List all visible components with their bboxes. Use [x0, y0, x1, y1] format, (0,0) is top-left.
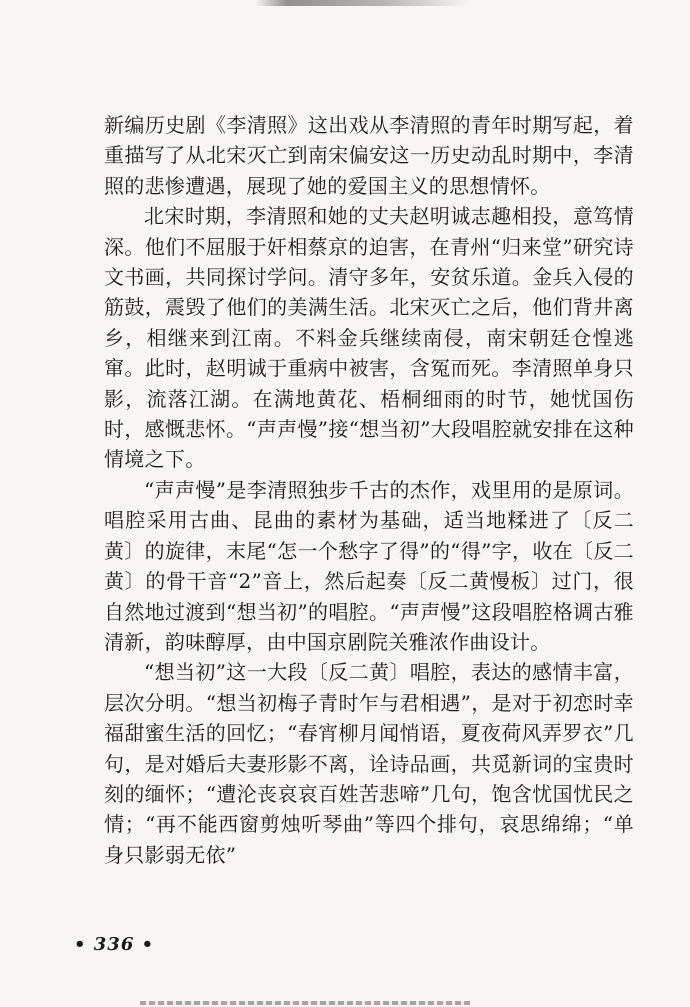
scan-artifact-top: [255, 0, 470, 6]
page-number: • 336 •: [74, 934, 155, 955]
paragraph-northern-song: 北宋时期，李清照和她的丈夫赵明诚志趣相投，意笃情深。他们不屈服于奸相蔡京的迫害，在青州“归来堂”研究诗文书画，共同探讨学问。清守多年，安贫乐道。金兵入侵的筋鼓，震毁了他们的美满生活。北宋灭亡之后，他们背井离乡，相继来到江南。不料金兵继续南侵，南宋朝廷仓惶逃窜。此时，赵明诚于重病中被害，含冤而死。李清照单身只影，流落江湖。在满地黄花、梧桐细雨的时节，她忧国伤时，感慨悲怀。“声声慢”接“想当初”大段唱腔就安排在这种情境之下。: [104, 204, 634, 472]
page-body: [104, 110, 634, 870]
scan-artifact-bottom: [140, 1001, 470, 1005]
paragraph-xiangdangchu: “想当初”这一大段〔反二黄〕唱腔，表达的感情丰富，层次分明。“想当初梅子青时乍与君相遇”，是对于初恋时幸福甜蜜生活的回忆；“春宵柳月闻悄语，夏夜荷风弄罗衣”几句，是对婚后夫妻形影不离，诠诗品画，共觅新词的宝贵时刻的缅怀；“遭沦丧哀哀百姓苦悲啼”几句，饱含忧国忧民之情；“再不能西窗剪烛听琴曲”等四个排句，哀思绵绵；“单身只影弱无依”: [104, 660, 634, 867]
paragraph-shengshengman: “声声慢”是李清照独步千古的杰作，戏里用的是原词。唱腔采用古曲、昆曲的素材为基础，适当地糅进了〔反二黄〕的旋律，末尾“怎一个愁字了得”的“得”字，收在〔反二黄〕的骨干音“2”音上，然后起奏〔反二黄慢板〕过门，很自然地过渡到“想当初”的唱腔。“声声慢”这段唱腔格调古雅清新，韵味醇厚，由中国京剧院关雅浓作曲设计。: [104, 477, 634, 654]
paragraph-intro: 新编历史剧《李清照》这出戏从李清照的青年时期写起，着重描写了从北宋灭亡到南宋偏安这一历史动乱时期中，李清照的悲惨遭遇，展现了她的爱国主义的思想情怀。: [104, 113, 634, 198]
